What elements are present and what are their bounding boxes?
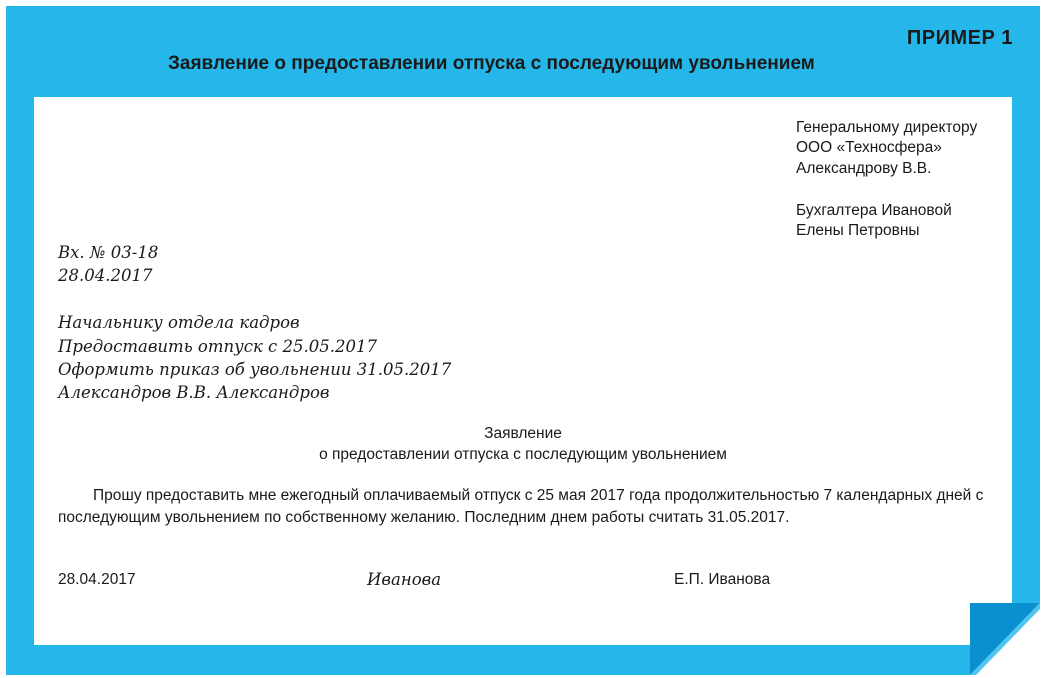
footer-date: 28.04.2017	[58, 571, 136, 588]
statement-subtitle: о предоставлении отпуска с последующим увольнением	[319, 446, 727, 463]
page-corner-fold-icon	[970, 603, 1040, 675]
sender-line-2: Елены Петровны	[796, 222, 920, 239]
registration-date: 28.04.2017	[58, 266, 153, 285]
resolution-line-3: Оформить приказ об увольнении 31.05.2017	[58, 360, 452, 379]
document-heading: Заявление о предоставлении отпуска с последующим увольнением	[168, 53, 815, 74]
addressee-line-3: Александрову В.В.	[796, 160, 932, 177]
document-sheet	[34, 97, 1012, 645]
sender-line-1: Бухгалтера Ивановой	[796, 202, 952, 219]
statement-title: Заявление	[484, 425, 562, 442]
incoming-number: Вх. № 03-18	[58, 243, 159, 262]
statement-body: Прошу предоставить мне ежегодный оплачиваемый отпуск с 25 мая 2017 года продолжительностью 7 календарных дней с последующим увольнением по собственному желанию. Последним днем работы считать 31.05.2017.	[58, 487, 984, 526]
resolution-line-2: Предоставить отпуск с 25.05.2017	[58, 337, 378, 356]
resolution-line-4: Александров В.В. Александров	[58, 383, 330, 402]
example-label: ПРИМЕР 1	[906, 27, 1013, 49]
resolution-line-1: Начальнику отдела кадров	[58, 313, 300, 332]
signer-name: Е.П. Иванова	[674, 571, 771, 588]
handwritten-signature: Иванова	[367, 570, 442, 589]
addressee-line-2: ООО «Техносфера»	[796, 139, 942, 156]
addressee-line-1: Генеральному директору	[796, 119, 978, 136]
